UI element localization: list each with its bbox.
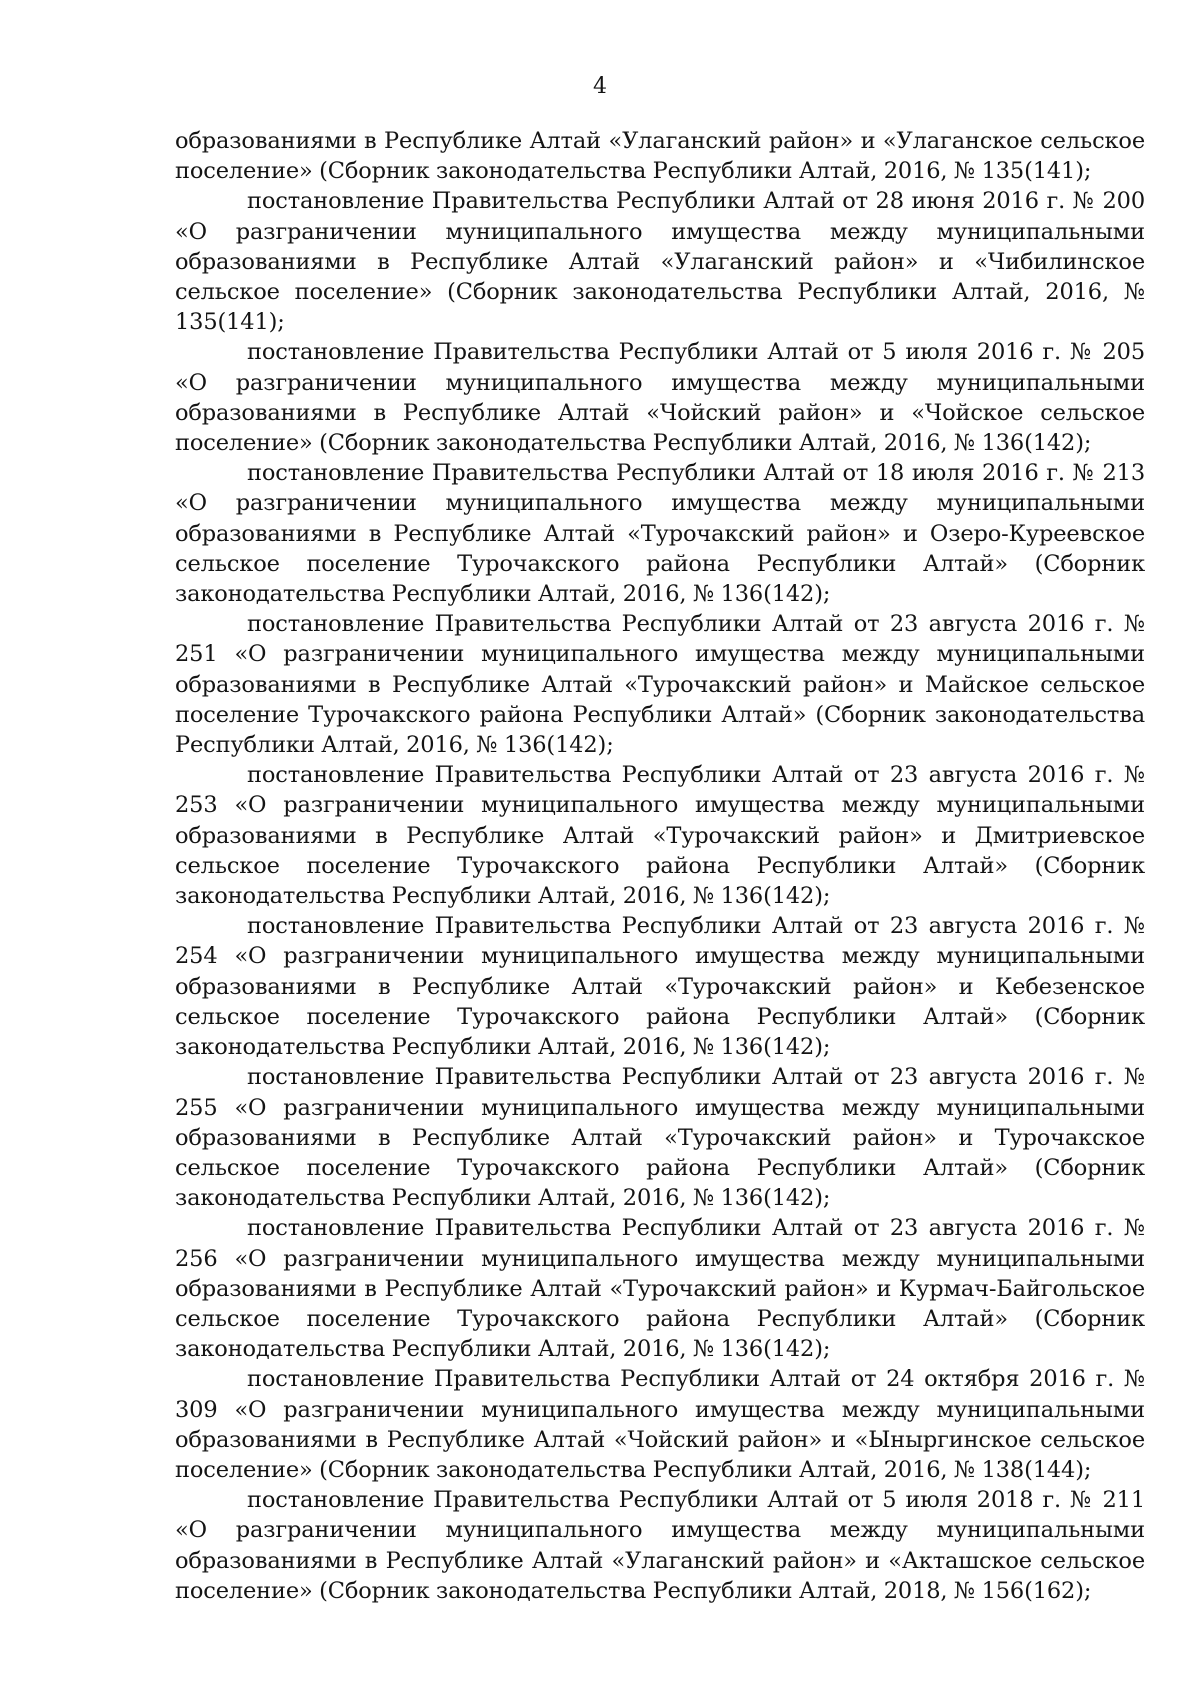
page-number: 4 [593, 74, 607, 99]
paragraph-resolution-253: постановление Правительства Республики Алтай от 23 августа 2016 г. № 253 «О разграничении муниципального имущества между муниципальными образованиями в Республике Алтай «Турочакский район» и Дмитриевское сельское поселение Турочакского района Республики Алтай» (Сборник законодательства Республики Алтай, 2016, № 136(142); [175, 762, 1145, 910]
paragraph-resolution-251: постановление Правительства Республики Алтай от 23 августа 2016 г. № 251 «О разграничении муниципального имущества между муниципальными образованиями в Республике Алтай «Турочакский район» и Майское сельское поселение Турочакского района Республики Алтай» (Сборник законодательства Республики Алтай, 2016, № 136(142); [175, 611, 1145, 759]
paragraph-continuation: образованиями в Республике Алтай «Улаганский район» и «Улаганское сельское поселение» (Сборник законодательства Республики Алтай, 2016, № 135(141); [175, 128, 1145, 185]
document-body [175, 126, 1145, 1606]
paragraph-resolution-200: постановление Правительства Республики Алтай от 28 июня 2016 г. № 200 «О разграничении муниципального имущества между муниципальными образованиями в Республике Алтай «Улаганский район» и «Чибилинское сельское поселение» (Сборник законодательства Республики Алтай, 2016, № 135(141); [175, 188, 1145, 336]
paragraph-resolution-211: постановление Правительства Республики Алтай от 5 июля 2018 г. № 211 «О разграничении муниципального имущества между муниципальными образованиями в Республике Алтай «Улаганский район» и «Акташское сельское поселение» (Сборник законодательства Республики Алтай, 2018, № 156(162); [175, 1487, 1145, 1604]
paragraph-resolution-255: постановление Правительства Республики Алтай от 23 августа 2016 г. № 255 «О разграничении муниципального имущества между муниципальными образованиями в Республике Алтай «Турочакский район» и Турочакское сельское поселение Турочакского района Республики Алтай» (Сборник законодательства Республики Алтай, 2016, № 136(142); [175, 1064, 1145, 1212]
paragraph-resolution-213: постановление Правительства Республики Алтай от 18 июля 2016 г. № 213 «О разграничении муниципального имущества между муниципальными образованиями в Республике Алтай «Турочакский район» и Озеро-Куреевское сельское поселение Турочакского района Республики Алтай» (Сборник законодательства Республики Алтай, 2016, № 136(142); [175, 460, 1145, 608]
paragraph-resolution-205: постановление Правительства Республики Алтай от 5 июля 2016 г. № 205 «О разграничении муниципального имущества между муниципальными образованиями в Республике Алтай «Чойский район» и «Чойское сельское поселение» (Сборник законодательства Республики Алтай, 2016, № 136(142); [175, 339, 1145, 457]
paragraph-resolution-309: постановление Правительства Республики Алтай от 24 октября 2016 г. № 309 «О разграничении муниципального имущества между муниципальными образованиями в Республике Алтай «Чойский район» и «Ыныргинское сельское поселение» (Сборник законодательства Республики Алтай, 2016, № 138(144); [175, 1366, 1145, 1483]
paragraph-resolution-256: постановление Правительства Республики Алтай от 23 августа 2016 г. № 256 «О разграничении муниципального имущества между муниципальными образованиями в Республике Алтай «Турочакский район» и Курмач-Байгольское сельское поселение Турочакского района Республики Алтай» (Сборник законодательства Республики Алтай, 2016, № 136(142); [175, 1215, 1145, 1363]
paragraph-resolution-254: постановление Правительства Республики Алтай от 23 августа 2016 г. № 254 «О разграничении муниципального имущества между муниципальными образованиями в Республике Алтай «Турочакский район» и Кебезенское сельское поселение Турочакского района Республики Алтай» (Сборник законодательства Республики Алтай, 2016, № 136(142); [175, 913, 1145, 1061]
